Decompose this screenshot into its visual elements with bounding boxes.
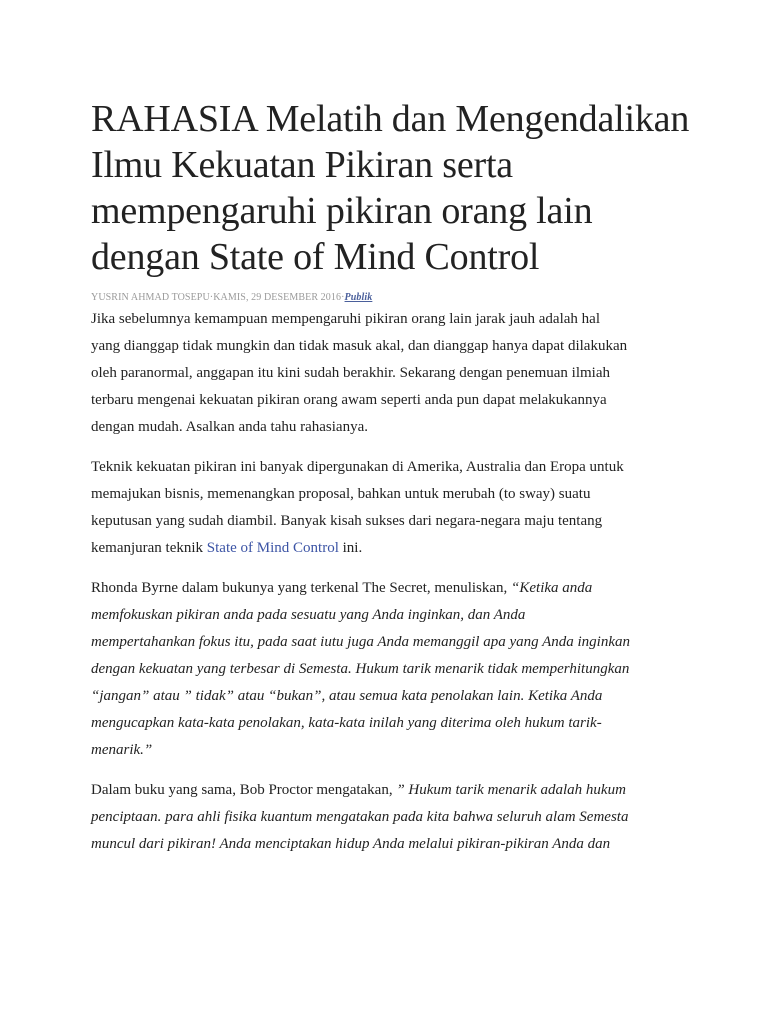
paragraph-4 xyxy=(91,777,691,858)
quote-line: dengan kekuatan yang terbesar di Semesta. Hukum tarik menarik tidak memperhitungkan xyxy=(91,661,630,677)
paragraph-line xyxy=(91,575,691,602)
text-fragment: Rhonda Byrne dalam bukunya yang terkenal The Secret, menuliskan, xyxy=(91,580,512,596)
text-fragment: Dalam buku yang sama, Bob Proctor mengatakan, xyxy=(91,782,397,798)
quote-line: memfokuskan pikiran anda pada sesuatu yang Anda inginkan, dan Anda xyxy=(91,607,526,623)
quote-line: muncul dari pikiran! Anda menciptakan hidup Anda melalui pikiran-pikiran Anda dan xyxy=(91,836,611,852)
state-of-mind-control-link[interactable]: State of Mind Control xyxy=(206,540,339,556)
author-name[interactable]: YUSRIN AHMAD TOSEPU xyxy=(91,292,210,303)
quote-line: mengucapkan kata-kata penolakan, kata-kata inilah yang diterima oleh hukum tarik- xyxy=(91,715,602,731)
quote-line: penciptaan. para ahli fisika kuantum mengatakan pada kita bahwa seluruh alam Semesta xyxy=(91,809,629,825)
paragraph-line: dengan mudah. Asalkan anda tahu rahasianya. xyxy=(91,419,368,435)
paragraph-line: Teknik kekuatan pikiran ini banyak dipergunakan di Amerika, Australia dan Eropa untuk xyxy=(91,459,624,475)
paragraph-line xyxy=(91,535,691,562)
quote-fragment: ” Hukum tarik menarik adalah hukum xyxy=(396,782,626,798)
meta-separator: · xyxy=(209,292,214,303)
quote-line: mempertahankan fokus itu, pada saat iutu juga Anda memanggil apa yang Anda inginkan xyxy=(91,634,630,650)
paragraph-line: memajukan bisnis, memenangkan proposal, bahkan untuk merubah (to sway) suatu xyxy=(91,486,591,502)
post-date[interactable]: KAMIS, 29 DESEMBER 2016 xyxy=(213,292,342,303)
article-meta xyxy=(91,291,691,305)
article-title: RAHASIA Melatih dan Mengendalikan Ilmu Kekuatan Pikiran serta mempengaruhi pikiran orang lain dengan State of Mind Control xyxy=(91,98,690,278)
paragraph-line: Jika sebelumnya kemampuan mempengaruhi pikiran orang lain jarak jauh adalah hal xyxy=(91,311,600,327)
visibility-tag[interactable]: Publik xyxy=(344,292,373,303)
quote-line: “jangan” atau ” tidak” atau “bukan”, atau semua kata penolakan lain. Ketika Anda xyxy=(91,688,603,704)
paragraph-line: yang dianggap tidak mungkin dan tidak masuk akal, dan dianggap hanya dapat dilakukan xyxy=(91,338,628,354)
paragraph-line: oleh paranormal, anggapan itu kini sudah berakhir. Sekarang dengan penemuan ilmiah xyxy=(91,365,611,381)
paragraph-line xyxy=(91,777,691,804)
paragraph-line: keputusan yang sudah diambil. Banyak kisah sukses dari negara-negara maju tentang xyxy=(91,513,603,529)
text-fragment: kemanjuran teknik xyxy=(91,540,207,556)
paragraph-3 xyxy=(91,575,691,764)
paragraph-2 xyxy=(91,454,691,562)
paragraph-line: terbaru mengenai kekuatan pikiran orang awam seperti anda pun dapat melakukannya xyxy=(91,392,607,408)
meta-separator-2: · xyxy=(341,292,345,303)
text-fragment: ini. xyxy=(338,540,363,556)
quote-line: menarik.” xyxy=(91,742,153,758)
quote-fragment: “Ketika anda xyxy=(511,580,593,596)
paragraph-1 xyxy=(91,306,691,441)
article xyxy=(91,96,691,858)
